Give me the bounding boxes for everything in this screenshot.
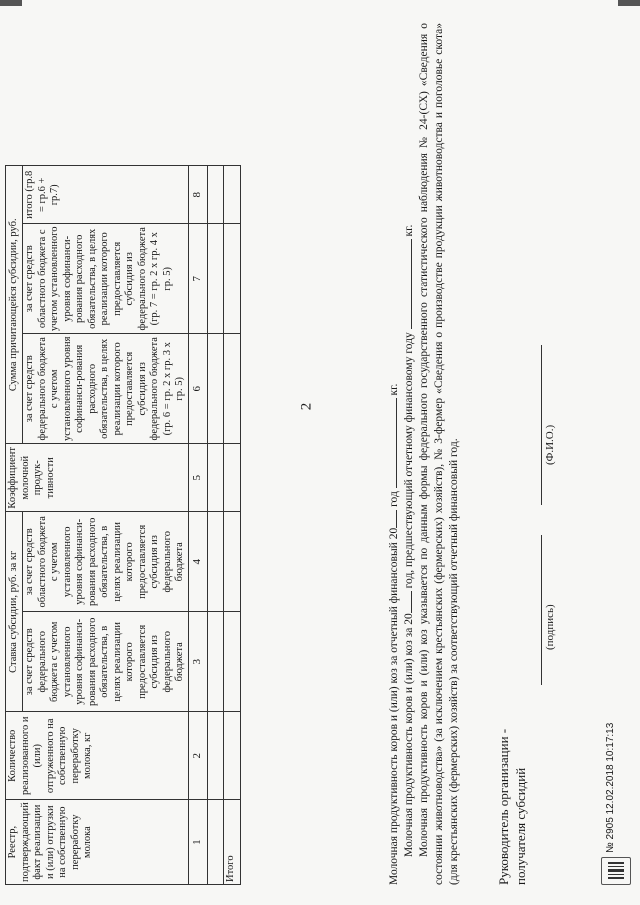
table-cell bbox=[207, 444, 223, 512]
column-number: 3 bbox=[188, 612, 207, 712]
column-number: 6 bbox=[188, 334, 207, 444]
table-cell bbox=[207, 612, 223, 712]
table-cell bbox=[223, 612, 240, 712]
year-blank bbox=[411, 591, 412, 613]
signatory-title-line1: Руководитель организации - bbox=[496, 728, 511, 885]
header-sum-total: итого (гр.8 = гр.6 + гр.7) bbox=[23, 166, 189, 224]
barcode-stamp-icon bbox=[601, 857, 631, 885]
table-cell bbox=[207, 800, 223, 885]
total-row bbox=[223, 166, 240, 885]
header-sum-group: Сумма причитающейся субсидии, руб. bbox=[6, 166, 23, 444]
table-row bbox=[207, 166, 223, 885]
signature-line bbox=[541, 535, 542, 685]
column-number: 7 bbox=[188, 224, 207, 334]
table-cell bbox=[223, 166, 240, 224]
header-rate-regional: за счет средств областного бюджета с учетом установленного уровня софинанси-рования расходного обязательства, в целях реализации которого предоставляется субсидия из федерального бюджета bbox=[23, 512, 189, 612]
productivity-current-line: Молочная продуктивность коров и (или) коз за отчетный финансовый 20 год кг. bbox=[388, 383, 400, 885]
table-cell bbox=[207, 166, 223, 224]
doc-prefix: № bbox=[605, 842, 616, 853]
total-label: Итого bbox=[223, 800, 240, 885]
document-footer bbox=[605, 723, 616, 853]
table-cell bbox=[207, 712, 223, 800]
header-coefficient: Коэффициент молочной продук-тивности bbox=[6, 444, 189, 512]
header-rate-group: Ставка субсидии, руб. за кг bbox=[6, 512, 23, 712]
column-number: 8 bbox=[188, 166, 207, 224]
header-registry: Реестр, подтверждающий факт реализации и (или) отгрузки на собственную переработку молока bbox=[6, 800, 189, 885]
value-blank bbox=[396, 398, 397, 488]
scan-corner-mark bbox=[0, 0, 22, 6]
scan-corner-mark bbox=[618, 0, 640, 6]
signature-caption: (подпись) bbox=[544, 604, 556, 650]
productivity-note: Молочная продуктивность коров и (или) коз указывается по данным формы федерального государственного статистического наблюдения № 24-(СХ) «Сведения о состоянии животноводства» (за исключением крестьянских (фермерских) хозяйств), № 3-фермер «Сведения о производстве продукции животноводства и поголовье скота» (для крестьянских (фермерских) хозяйств) за соответствующий отчетный финансовый год. bbox=[418, 23, 460, 885]
table-cell bbox=[207, 512, 223, 612]
table-cell bbox=[223, 512, 240, 612]
subsidy-table bbox=[5, 165, 241, 885]
doc-id: 2905 12.02.2018 10:17:13 bbox=[605, 722, 616, 840]
body-text bbox=[387, 23, 462, 885]
name-line bbox=[541, 345, 542, 505]
name-caption: (Ф.И.О.) bbox=[544, 424, 556, 465]
table-cell bbox=[223, 334, 240, 444]
column-number: 5 bbox=[188, 444, 207, 512]
signature-block bbox=[495, 23, 529, 885]
column-number: 1 bbox=[188, 800, 207, 885]
page-number: 2 bbox=[298, 402, 315, 411]
signatory-title-line2: получателя субсидий bbox=[513, 767, 528, 885]
value-blank bbox=[411, 239, 412, 329]
table-cell bbox=[207, 224, 223, 334]
table-cell bbox=[223, 712, 240, 800]
column-number: 2 bbox=[188, 712, 207, 800]
column-number: 4 bbox=[188, 512, 207, 612]
header-sum-federal: за счет средств федерального бюджета с учетом установленного уровня софинанси-рования расходного обязательства, в целях реализации которого предоставляется субсидия из федерального бюджета (гр. 6 = гр. 2 х гр. 3 х гр. 5) bbox=[23, 334, 189, 444]
productivity-previous-line: Молочная продуктивность коров и (или) коз за 20 год, предшествующий отчетному финансовому году кг. bbox=[403, 224, 415, 857]
year-blank bbox=[396, 510, 397, 528]
column-number-row bbox=[188, 166, 207, 885]
header-rate-federal: за счет средств федерального бюджета с учетом установленного уровня софинанси-рования расходного обязательства, в целях реализации которого предоставляется субсидия из федерального бюджета bbox=[23, 612, 189, 712]
header-sum-regional: за счет средств областного бюджета с учетом установленного уровня софинанси-рования расходного обязательства, в целях реализации которого предоставляется субсидия из федерального бюджета (гр. 7 = гр. 2 х гр. 4 х гр. 5) bbox=[23, 224, 189, 334]
rotated-page-content bbox=[5, 20, 635, 885]
table-cell bbox=[223, 444, 240, 512]
table-cell bbox=[207, 334, 223, 444]
table-cell bbox=[223, 224, 240, 334]
header-quantity: Количество реализованного и (или) отгруженного на собственную переработку молока, кг bbox=[6, 712, 189, 800]
